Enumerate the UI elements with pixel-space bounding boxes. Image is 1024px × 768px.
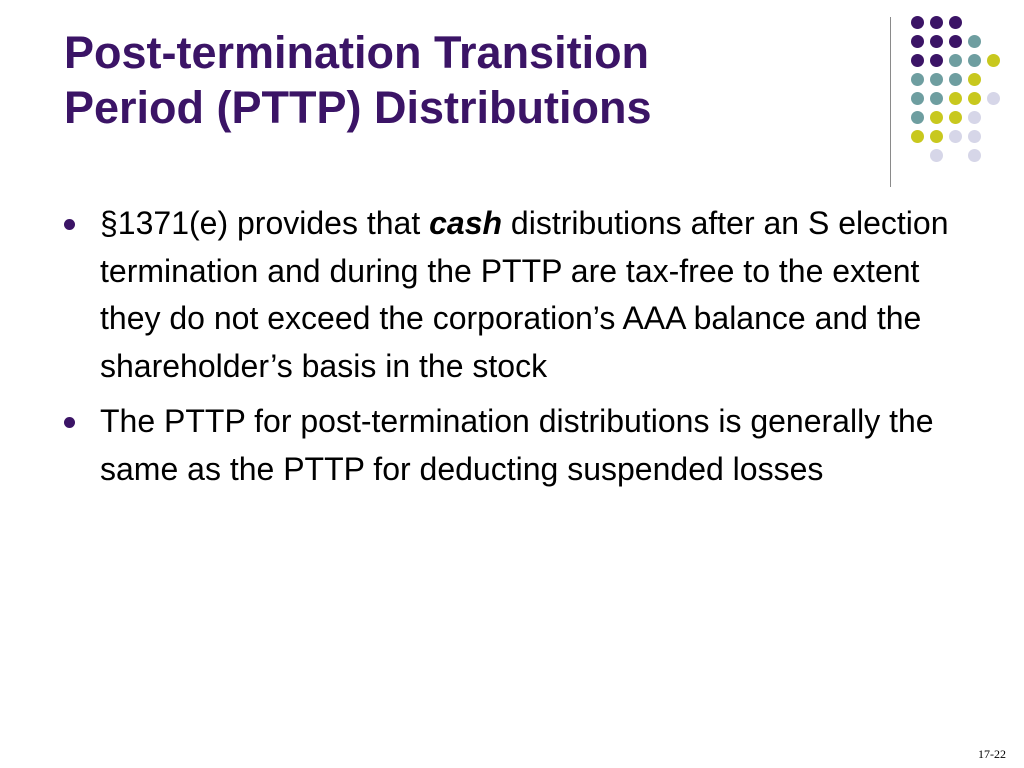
bullet-dot-icon [64, 219, 75, 230]
bullet-item-1 [62, 200, 962, 390]
decorative-dot [949, 130, 962, 143]
slide-title [64, 25, 864, 135]
title-divider-line [890, 17, 891, 187]
bullet-1-text-start: §1371(e) provides that [100, 205, 430, 241]
decorative-dot [911, 111, 924, 124]
decorative-dot [949, 35, 962, 48]
decorative-dot [930, 73, 943, 86]
page-number: 17-22 [978, 747, 1006, 761]
decorative-dot [930, 35, 943, 48]
bullet-1-text-end: distributions after an S election termination and during the PTTP are tax-free to the extent they do not exceed the corporation’s AAA balance and the shareholder’s basis in the stock [100, 205, 949, 384]
slide-title-line-1: Post-termination Transition [64, 27, 650, 78]
decorative-dot [987, 54, 1000, 67]
decorative-dot [949, 54, 962, 67]
decorative-dot [949, 16, 962, 29]
decorative-dot [968, 149, 981, 162]
slide-title-line-2: Period (PTTP) Distributions [64, 82, 652, 133]
decorative-dot [968, 54, 981, 67]
decorative-dot [949, 92, 962, 105]
bullet-list [62, 200, 962, 501]
decorative-dot [911, 35, 924, 48]
decorative-dot [968, 111, 981, 124]
decorative-dot [968, 73, 981, 86]
decorative-dot [949, 111, 962, 124]
bullet-2-text: The PTTP for post-termination distributions is generally the same as the PTTP for deducting suspended losses [100, 403, 934, 487]
decorative-dot [930, 54, 943, 67]
bullet-1-emphasis: cash [429, 205, 503, 241]
decorative-dot [930, 92, 943, 105]
decorative-dot [911, 73, 924, 86]
decorative-dot [987, 92, 1000, 105]
decorative-dot [930, 111, 943, 124]
decorative-dot [911, 16, 924, 29]
decorative-dot [911, 92, 924, 105]
decorative-dot [911, 130, 924, 143]
bullet-dot-icon [64, 417, 75, 428]
decorative-dot [911, 54, 924, 67]
decorative-dot [968, 130, 981, 143]
decorative-dot [930, 16, 943, 29]
decorative-dot [930, 130, 943, 143]
decorative-dot [949, 73, 962, 86]
decorative-dot [968, 92, 981, 105]
bullet-item-2 [62, 398, 962, 493]
decorative-dot [930, 149, 943, 162]
decorative-dot [968, 35, 981, 48]
